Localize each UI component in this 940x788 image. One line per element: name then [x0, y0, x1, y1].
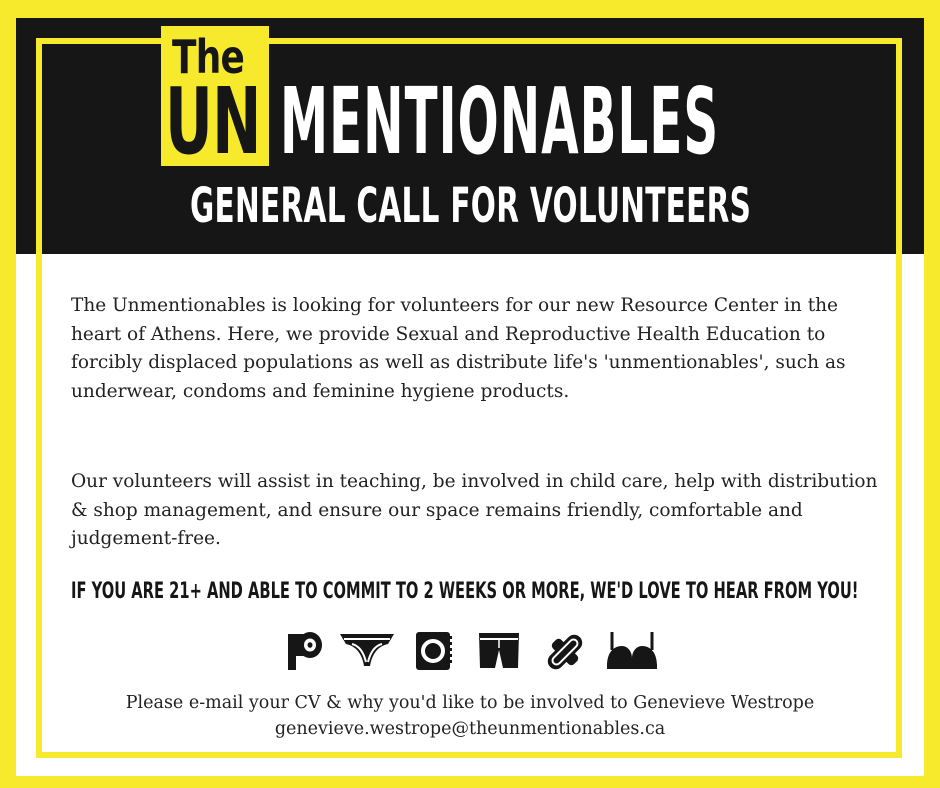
volunteer-duties-paragraph: Our volunteers will assist in teaching, be involved in child care, help with distribution & shop management, and ensure our space remains friendly, comfortable and judgement-free. [71, 471, 878, 549]
intro-paragraph: The Unmentionables is looking for volunteers for our new Resource Center in the heart of Athens. Here, we provide Sexual and Reproductive Health Education to forcibly displaced populations as well as distribute life's 'unmentionables', such as underwear, condoms and feminine hygiene products. [71, 295, 846, 402]
page-title: GENERAL CALL FOR VOLUNTEERS [190, 178, 752, 234]
boxer-shorts-icon [476, 630, 522, 672]
contact-instruction: Please e-mail your CV & why you'd like to be involved to Genevieve Westrope [125, 693, 815, 713]
bra-icon [604, 630, 660, 672]
logo-mentionables: MENTIONABLES [280, 68, 720, 175]
toilet-paper-icon [284, 630, 324, 672]
product-icon-row [280, 630, 670, 676]
sanitary-pad-icon [544, 630, 586, 674]
logo-un: UN [165, 68, 261, 175]
condom-icon [414, 630, 454, 672]
logo-the: The [172, 30, 245, 84]
call-to-action: IF YOU ARE 21+ AND ABLE TO COMMIT TO 2 WEEKS OR MORE, WE'D LOVE TO HEAR FROM YOU! [71, 579, 859, 604]
contact-email[interactable]: genevieve.westrope@theunmentionables.ca [274, 719, 666, 739]
underwear-briefs-icon [338, 630, 396, 670]
